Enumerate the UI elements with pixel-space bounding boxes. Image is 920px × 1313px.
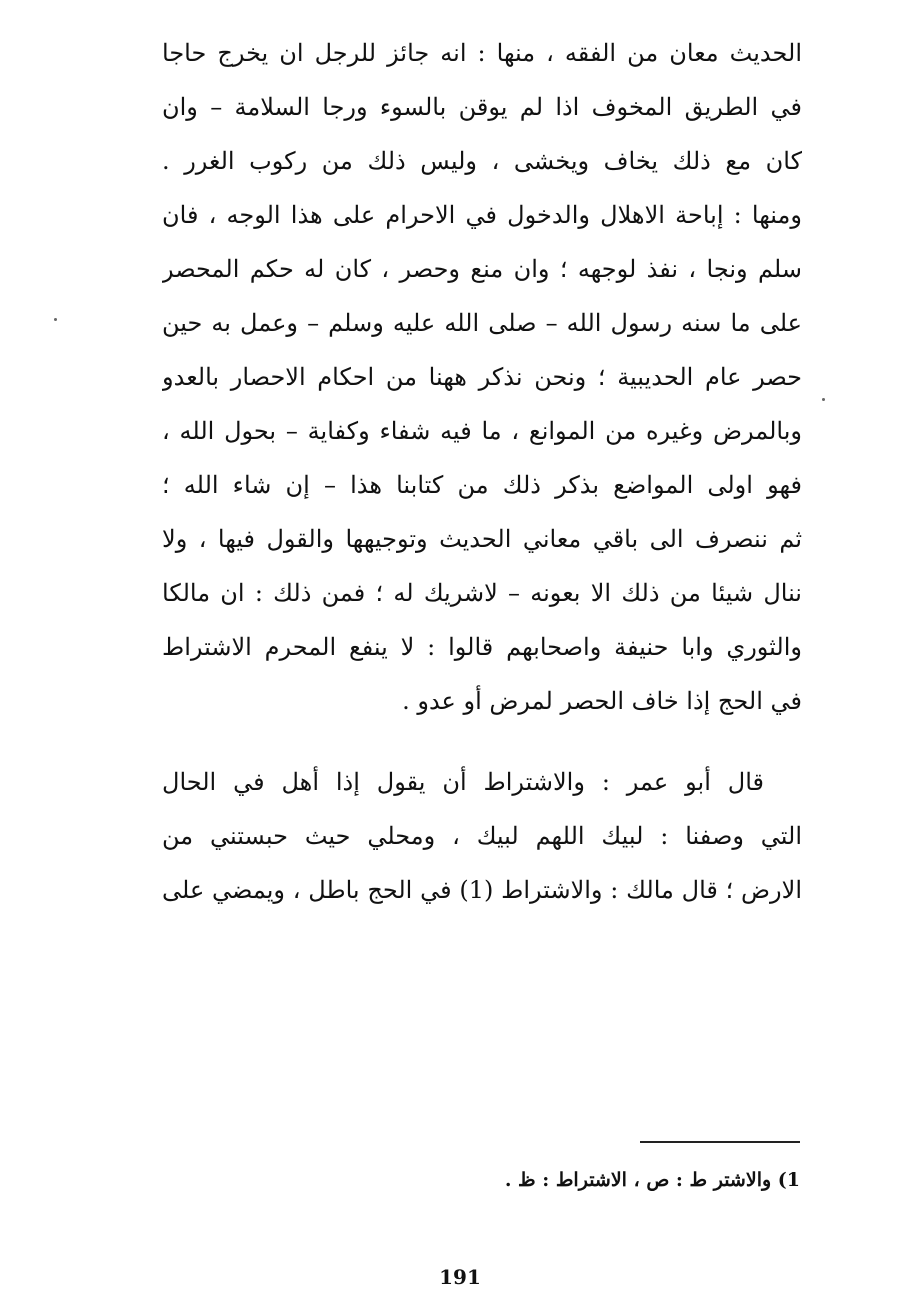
text-line: التي وصفنا : لبيك اللهم لبيك ، ومحلي حيث حبستني من: [162, 822, 802, 850]
text-line: فهو اولى المواضع بذكر ذلك من كتابنا هذا – إن شاء الله ؛: [162, 471, 802, 499]
margin-speck: [822, 398, 825, 401]
footnote: 1) والاشتر ط : ص ، الاشتراط : ظ .: [504, 1169, 800, 1191]
text-line: الحديث معان من الفقه ، منها : انه جائز للرجل ان يخرج حاجا: [162, 39, 802, 67]
text-line: ثم ننصرف الى باقي معاني الحديث وتوجيهها والقول فيها ، ولا: [162, 525, 802, 553]
footnote-divider: [640, 1141, 800, 1143]
margin-speck: [54, 318, 57, 321]
text-line: على ما سنه رسول الله – صلى الله عليه وسلم – وعمل به حين: [162, 309, 802, 337]
paragraph-2: [162, 755, 802, 917]
text-line: قال أبو عمر : والاشتراط أن يقول إذا أهل في الحال: [162, 768, 764, 796]
text-line: في الطريق المخوف اذا لم يوقن بالسوء ورجا السلامة – وان: [162, 93, 802, 121]
paragraph-1: [162, 26, 802, 728]
text-line: كان مع ذلك يخاف ويخشى ، وليس ذلك من ركوب الغرر .: [162, 147, 802, 175]
text-line: سلم ونجا ، نفذ لوجهه ؛ وان منع وحصر ، كان له حكم المحصر: [162, 255, 802, 283]
text-line: ننال شيئا من ذلك الا بعونه – لاشريك له ؛ فمن ذلك : ان مالكا: [162, 579, 802, 607]
text-line: حصر عام الحديبية ؛ ونحن نذكر ههنا من احكام الاحصار بالعدو: [162, 363, 802, 391]
text-line: وبالمرض وغيره من الموانع ، ما فيه شفاء وكفاية – بحول الله ،: [162, 417, 802, 445]
text-line: والثوري وابا حنيفة واصحابهم قالوا : لا ينفع المحرم الاشتراط: [162, 633, 802, 661]
text-line: الارض ؛ قال مالك : والاشتراط (1) في الحج باطل ، ويمضي على: [162, 876, 802, 904]
page-number: 191: [439, 1265, 481, 1289]
text-line: ومنها : إباحة الاهلال والدخول في الاحرام على هذا الوجه ، فان: [162, 201, 802, 229]
text-line: في الحج إذا خاف الحصر لمرض أو عدو .: [402, 687, 802, 715]
